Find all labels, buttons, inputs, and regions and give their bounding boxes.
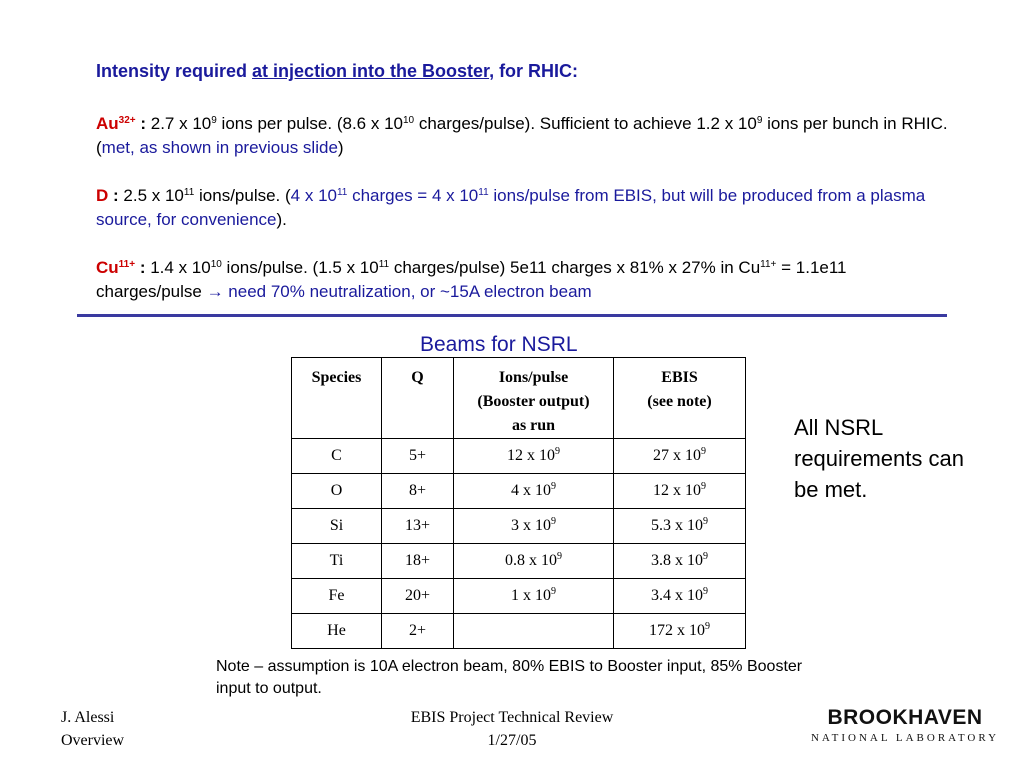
cell-ions: 3 x $10^9$	[454, 509, 614, 544]
footer-author: J. Alessi Overview	[61, 709, 125, 749]
cu-paragraph: $Cu^{11+}$ : 1.4 x $10^{10}$ ions/pulse. (1.5 x $10^{11}$ charges/pulse) 5e11 charges x 81% x 27% in $Cu^{11+} = 1.1e11$ charges/pulse → need 70% neutralization, or ~15A electron beam	[96, 258, 847, 301]
cell-species: Si	[292, 509, 382, 544]
cell-ebis: 12 x $10^9$	[614, 474, 746, 509]
cu-label: $Cu^{11+}$	[96, 258, 136, 277]
cell-ions	[454, 614, 614, 649]
cell-species: O	[292, 474, 382, 509]
nsrl-table	[291, 357, 746, 649]
table-row	[292, 544, 746, 579]
d-paragraph: D : 2.5 x $10^{11}$ ions/pulse. (4 x $10^{11}$ charges = 4 x $10^{11}$ ions/pulse from EBIS, but will be produced from a plasma source, for convenience).	[96, 186, 926, 229]
cell-ebis: 3.8 x $10^9$	[614, 544, 746, 579]
table-note: Note – assumption is 10A electron beam, 80% EBIS to Booster input, 85% Booster input to output.	[216, 658, 803, 697]
au-paragraph: $Au^{32+}$ : 2.7 x $10^9$ ions per pulse. (8.6 x $10^{10}$ charges/pulse). Sufficient to achieve 1.2 x $10^9$ ions per bunch in RHIC. (met, as shown in previous slide)	[96, 114, 948, 157]
table-row	[292, 509, 746, 544]
cell-q: 18+	[382, 544, 454, 579]
cell-species: C	[292, 439, 382, 474]
cell-ions: 12 x $10^9$	[454, 439, 614, 474]
heading-underlined: at injection into the Booster	[252, 61, 490, 81]
header-species: Species	[292, 358, 382, 439]
d-label: D	[96, 186, 109, 205]
cell-species: He	[292, 614, 382, 649]
slide-heading: Intensity required at injection into the Booster, for RHIC:	[96, 61, 579, 81]
table-header-row	[292, 358, 746, 439]
cell-species: Ti	[292, 544, 382, 579]
header-ebis: EBIS (see note)	[614, 358, 746, 439]
footer-event: EBIS Project Technical Review 1/27/05	[410, 709, 614, 749]
cu-note: need 70% neutralization, or ~15A electron beam	[223, 282, 592, 301]
cell-q: 8+	[382, 474, 454, 509]
header-ions: Ions/pulse (Booster output) as run	[454, 358, 614, 439]
d-note: 4 x $10^{11}$ charges = 4 x $10^{11}$ ions/pulse from EBIS, but will be produced from a plasma source, for convenience	[96, 186, 926, 229]
brookhaven-logo	[805, 706, 1005, 744]
table-row	[292, 614, 746, 649]
cell-q: 13+	[382, 509, 454, 544]
cell-ebis: 172 x $10^9$	[614, 614, 746, 649]
header-q: Q	[382, 358, 454, 439]
cell-ebis: 27 x $10^9$	[614, 439, 746, 474]
cell-ions: 0.8 x $10^9$	[454, 544, 614, 579]
au-note: met, as shown in previous slide	[101, 138, 338, 157]
side-conclusion: All NSRL requirements can be met.	[794, 415, 964, 502]
logo-wordmark: BROOKHAVEN	[827, 706, 983, 729]
cell-ions: 1 x $10^9$	[454, 579, 614, 614]
cell-q: 20+	[382, 579, 454, 614]
arrow-icon: →	[206, 282, 224, 301]
cell-q: 2+	[382, 614, 454, 649]
divider-rule	[77, 314, 947, 317]
cell-q: 5+	[382, 439, 454, 474]
table-title: Beams for NSRL	[420, 333, 578, 356]
logo-subtitle: NATIONAL LABORATORY	[810, 732, 1000, 744]
cell-ions: 4 x $10^9$	[454, 474, 614, 509]
cell-ebis: 3.4 x $10^9$	[614, 579, 746, 614]
au-label: $Au^{32+}$	[96, 114, 136, 133]
cell-ebis: 5.3 x $10^9$	[614, 509, 746, 544]
cell-species: Fe	[292, 579, 382, 614]
table-row	[292, 474, 746, 509]
table-row	[292, 579, 746, 614]
table-row	[292, 439, 746, 474]
